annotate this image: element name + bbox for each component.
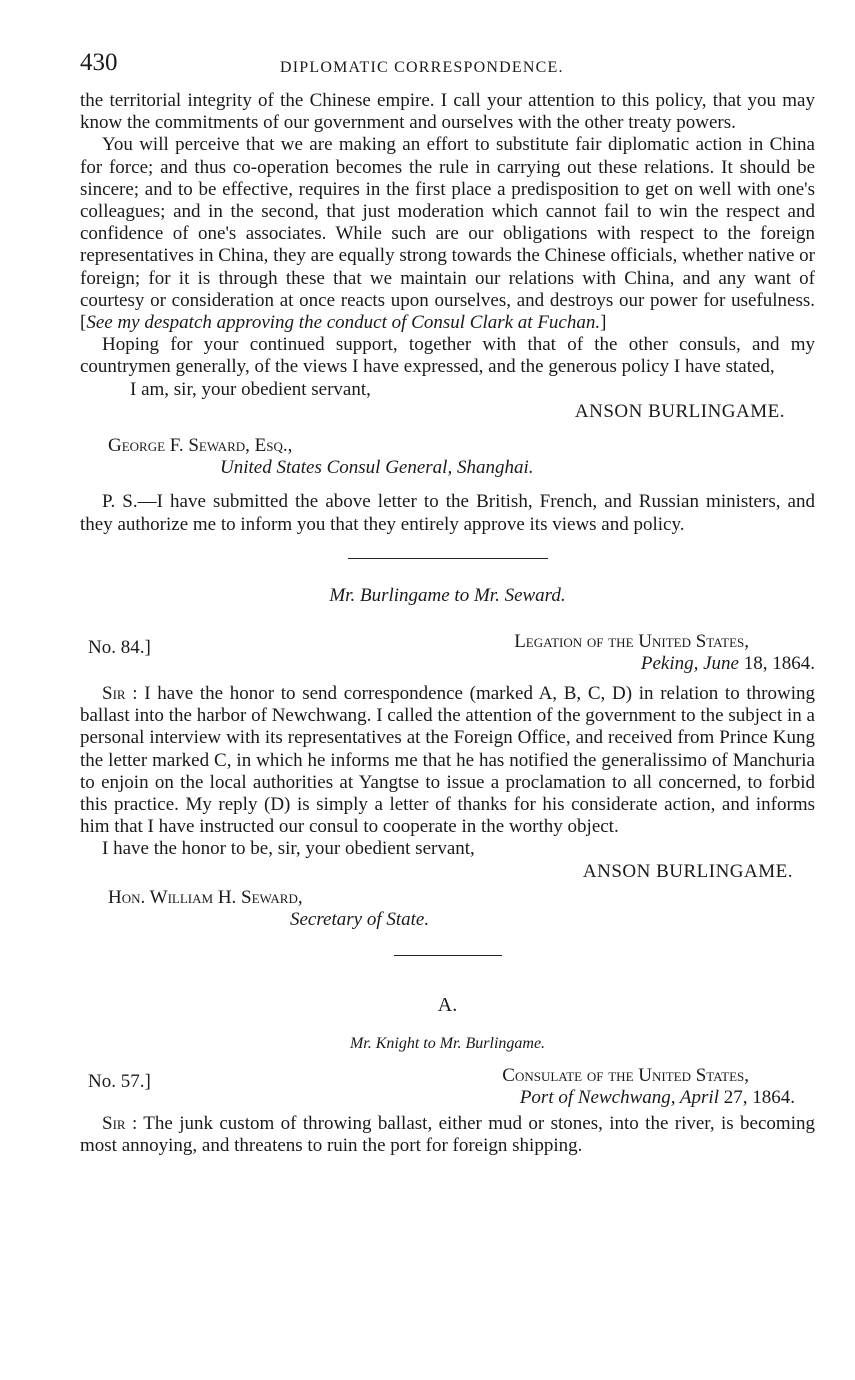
page-number: 430	[80, 49, 118, 76]
running-head: DIPLOMATIC CORRESPONDENCE.	[280, 59, 564, 76]
enclosure-a-body	[80, 1113, 815, 1157]
enclosure-a-salutation: Sir :	[102, 1112, 138, 1134]
letter1-paragraph-2	[80, 134, 815, 334]
enclosure-a-heading: Mr. Knight to Mr. Burlingame.	[349, 1034, 546, 1052]
enclosure-a-date-italic: Port of Newchwang, April	[519, 1086, 719, 1108]
document-page	[80, 49, 815, 1157]
letter2-body-text: I have the honor to send correspondence (marked A, B, C, D) in relation to throwing ballast into the harbor of Newchwang. I called the attention of the government to the subject in a personal interview with its representatives at the Foreign Office, and received from Prince Kung the letter marked C, in which he informs me that he has notified the generalissimo of Manchuria to enjoin on the local authorities at Yangtse to issue a proclamation to all concerned, to forbid this practice. My reply (D) is simply a letter of thanks for his considerate action, and informs him that I have instructed our consul to cooperate in the worthy object.	[80, 683, 815, 838]
letter1-closing: I am, sir, your obedient servant,	[130, 378, 371, 400]
enclosure-a-place: Consulate of the United States,	[502, 1064, 749, 1086]
letter2-heading: Mr. Burlingame to Mr. Seward.	[329, 584, 566, 606]
section-divider	[348, 558, 548, 559]
letter1-paragraph-2-end: ]	[600, 312, 607, 334]
enclosure-a-date	[520, 1087, 795, 1109]
letter2-addressee-name	[108, 887, 815, 909]
page-header	[80, 49, 815, 90]
letter1-paragraph-2-text: You will perceive that we are making an effort to substitute fair diplomatic action in China for force; and thus co-operation becomes the rule in carrying out these relations. It should be sincere; and to be effective, requires in the first place a predisposition to get on well with one's colleagues; and in the second, that just moderation which cannot fail to win the respect and confidence of one's associates. While such are our obligations with respect to the foreign representatives in China, they are equally strong towards the Chinese officials, whether native or foreign; for it is through these that we maintain our relations with China, and any want of courtesy or consideration at once reacts upon ourselves, and destroys our power for usefulness. [	[80, 134, 815, 334]
enclosure-a-mark: A.	[437, 994, 458, 1017]
letter1-paragraph-1: the territorial integrity of the Chinese empire. I call your attention to this policy, that you may know the commitments of our government and ourselves with the other treaty powers.	[80, 90, 815, 134]
letter1-addressee-title: United States Consul General, Shanghai.	[220, 457, 534, 479]
letter1-addressee-name	[108, 435, 815, 457]
letter2-date-italic: Peking, June	[640, 653, 739, 675]
letter1-paragraph-3: Hoping for your continued support, together with that of the other consuls, and my countrymen generally, of the views I have expressed, and the generous policy I have stated,	[80, 334, 815, 378]
letter2-signature: ANSON BURLINGAME.	[582, 860, 793, 882]
letter2-number: No. 84.]	[88, 637, 151, 659]
letter2-addressee-title: Secretary of State.	[290, 909, 430, 931]
letter1-addressee-name-text: George F. Seward, Esq.,	[108, 435, 293, 457]
letter2-date-rest: 18, 1864.	[743, 653, 815, 675]
enclosure-a-dateline	[80, 1065, 815, 1111]
letter2-dateline	[80, 631, 815, 677]
enclosure-a-number: No. 57.]	[88, 1070, 151, 1092]
letter1-postscript: P. S.—I have submitted the above letter to the British, French, and Russian ministers, and they authorize me to inform you that they entirely approve its views and policy.	[80, 491, 815, 535]
letter2-closing: I have the honor to be, sir, your obedient servant,	[102, 838, 475, 860]
enclosure-a-date-rest: 27, 1864.	[723, 1086, 795, 1108]
letter1-signature: ANSON BURLINGAME.	[574, 400, 785, 422]
letter2-body	[80, 683, 815, 838]
letter2-date	[641, 653, 815, 675]
letter2-salutation: Sir :	[102, 683, 138, 705]
section-divider-short	[394, 955, 502, 956]
letter1-paragraph-2-citation: See my despatch approving the conduct of Consul Clark at Fuchan.	[86, 312, 601, 334]
letter2-place: Legation of the United States,	[514, 631, 749, 653]
letter2-addressee-name-text: Hon. William H. Seward,	[108, 886, 303, 908]
enclosure-a-body-text: The junk custom of throwing ballast, either mud or stones, into the river, is becoming most annoying, and threatens to ruin the port for foreign shipping.	[80, 1112, 815, 1156]
